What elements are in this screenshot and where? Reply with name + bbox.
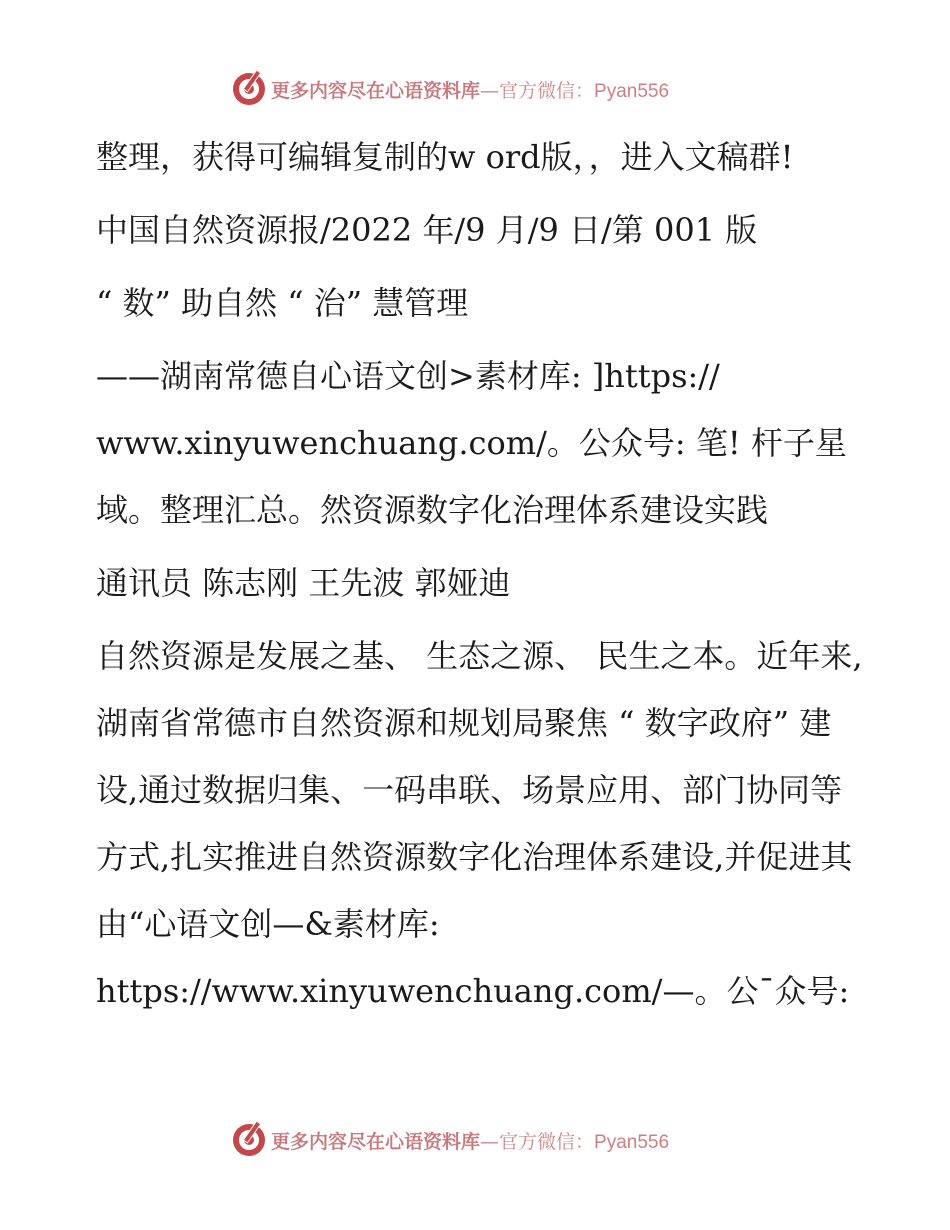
article-title: “ 数” 助自然 “ 治” 慧管理 (96, 284, 469, 322)
paragraph-source: 中国自然资源报/2022 年/9 月/9 日/第 001 版 (96, 211, 758, 249)
header-watermark-banner (233, 72, 669, 106)
banner-suffix: —官方微信： (480, 1130, 595, 1153)
document-body (96, 124, 866, 1025)
banner-wechat-handle: Pyan556 (594, 80, 670, 102)
paragraph-intro: 整理，获得可编辑复制的w ord版，，进入文稿群! (96, 138, 794, 176)
banner-main-text: 更多内容尽在心语资料库 (271, 79, 481, 102)
article-body-paragraph: 自然资源是发展之基、 生态之源、 民生之本。近年来,湖南省常德市自然资源和规划局聚焦 “ 数字政府” 建设,通过数据归集、一码串联、场景应用、部门协同等方式,扎实推进自然资源数字化治理体系建设,并促进其由“心语文创—&素材库: https://www.xinyuwenchuang.com/—。公¯众号: (96, 637, 863, 1010)
banner-text (271, 1127, 669, 1154)
pen-logo-icon (233, 73, 265, 105)
pen-logo-icon (233, 1124, 265, 1156)
footer-watermark-banner (233, 1123, 669, 1157)
article-subtitle: ——湖南常德自心语文创>素材库: ]https:// www.xinyuwenchuang.com/。公众号: 笔! 杆子星域。整理汇总。然资源数字化治理体系建设实践 (96, 357, 847, 529)
article-byline: 通讯员 陈志刚 王先波 郭娅迪 (96, 564, 511, 602)
banner-suffix: —官方微信： (480, 79, 595, 102)
banner-wechat-handle: Pyan556 (594, 1131, 670, 1153)
banner-main-text: 更多内容尽在心语资料库 (271, 1130, 481, 1153)
banner-text (271, 76, 669, 103)
